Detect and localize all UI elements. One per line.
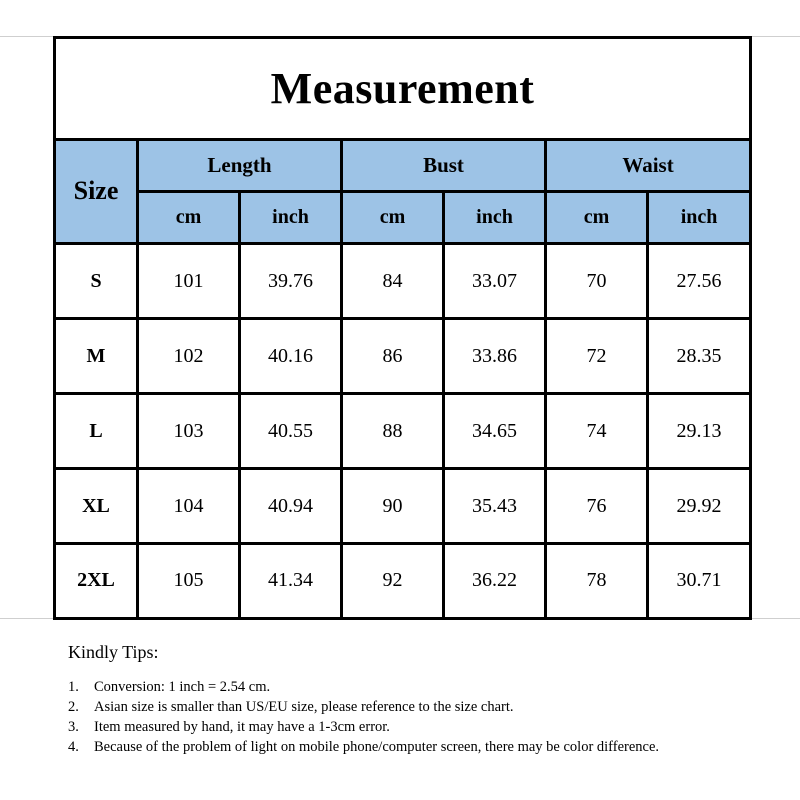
table-cell: 92 [342, 543, 444, 618]
list-number: 2. [68, 699, 79, 715]
table-row [55, 543, 751, 618]
table-cell: 86 [342, 319, 444, 394]
list-number: 1. [68, 679, 79, 695]
list-number: 3. [68, 719, 79, 735]
table-cell: 28.35 [648, 319, 751, 394]
table-cell: 30.71 [648, 543, 751, 618]
table-cell: 35.43 [444, 469, 546, 544]
table-cell: 41.34 [240, 543, 342, 618]
table-cell: 88 [342, 394, 444, 469]
size-label: L [55, 394, 138, 469]
size-label: M [55, 319, 138, 394]
table-cell: 78 [546, 543, 648, 618]
unit-header: cm [138, 191, 240, 243]
list-text: Asian size is smaller than US/EU size, please reference to the size chart. [94, 699, 514, 715]
unit-header: cm [342, 191, 444, 243]
table-cell: 29.13 [648, 394, 751, 469]
list-number: 4. [68, 739, 79, 755]
unit-header: inch [648, 191, 751, 243]
size-chart-table [53, 36, 752, 620]
size-label: 2XL [55, 543, 138, 618]
table-cell: 103 [138, 394, 240, 469]
list-text: Conversion: 1 inch = 2.54 cm. [94, 679, 271, 695]
list-text: Because of the problem of light on mobile phone/computer screen, there may be color difference. [94, 739, 660, 755]
size-column-header: Size [55, 139, 138, 244]
list-item [68, 737, 768, 757]
table-cell: 76 [546, 469, 648, 544]
table-cell: 70 [546, 244, 648, 319]
table-cell: 104 [138, 469, 240, 544]
table-title: Measurement [55, 38, 751, 140]
table-cell: 33.07 [444, 244, 546, 319]
table-cell: 29.92 [648, 469, 751, 544]
unit-header: cm [546, 191, 648, 243]
tips-title: Kindly Tips: [68, 642, 159, 662]
tips-list [68, 677, 768, 757]
size-label: XL [55, 469, 138, 544]
unit-header: inch [444, 191, 546, 243]
table-cell: 102 [138, 319, 240, 394]
table-cell: 27.56 [648, 244, 751, 319]
tips-section [68, 642, 768, 757]
table-cell: 40.16 [240, 319, 342, 394]
table-row [55, 244, 751, 319]
table-cell: 36.22 [444, 543, 546, 618]
table-cell: 74 [546, 394, 648, 469]
table-row [55, 469, 751, 544]
table-cell: 101 [138, 244, 240, 319]
table-cell: 39.76 [240, 244, 342, 319]
table-cell: 84 [342, 244, 444, 319]
group-header-waist: Waist [546, 139, 751, 191]
group-header-length: Length [138, 139, 342, 191]
list-item [68, 677, 768, 697]
table-cell: 72 [546, 319, 648, 394]
table-cell: 33.86 [444, 319, 546, 394]
table-cell: 40.55 [240, 394, 342, 469]
table-cell: 90 [342, 469, 444, 544]
table-cell: 34.65 [444, 394, 546, 469]
group-header-bust: Bust [342, 139, 546, 191]
table-row [55, 394, 751, 469]
table-cell: 40.94 [240, 469, 342, 544]
table-row [55, 319, 751, 394]
list-text: Item measured by hand, it may have a 1-3cm error. [94, 719, 390, 735]
unit-header: inch [240, 191, 342, 243]
size-label: S [55, 244, 138, 319]
table-cell: 105 [138, 543, 240, 618]
list-item [68, 717, 768, 737]
list-item [68, 697, 768, 717]
